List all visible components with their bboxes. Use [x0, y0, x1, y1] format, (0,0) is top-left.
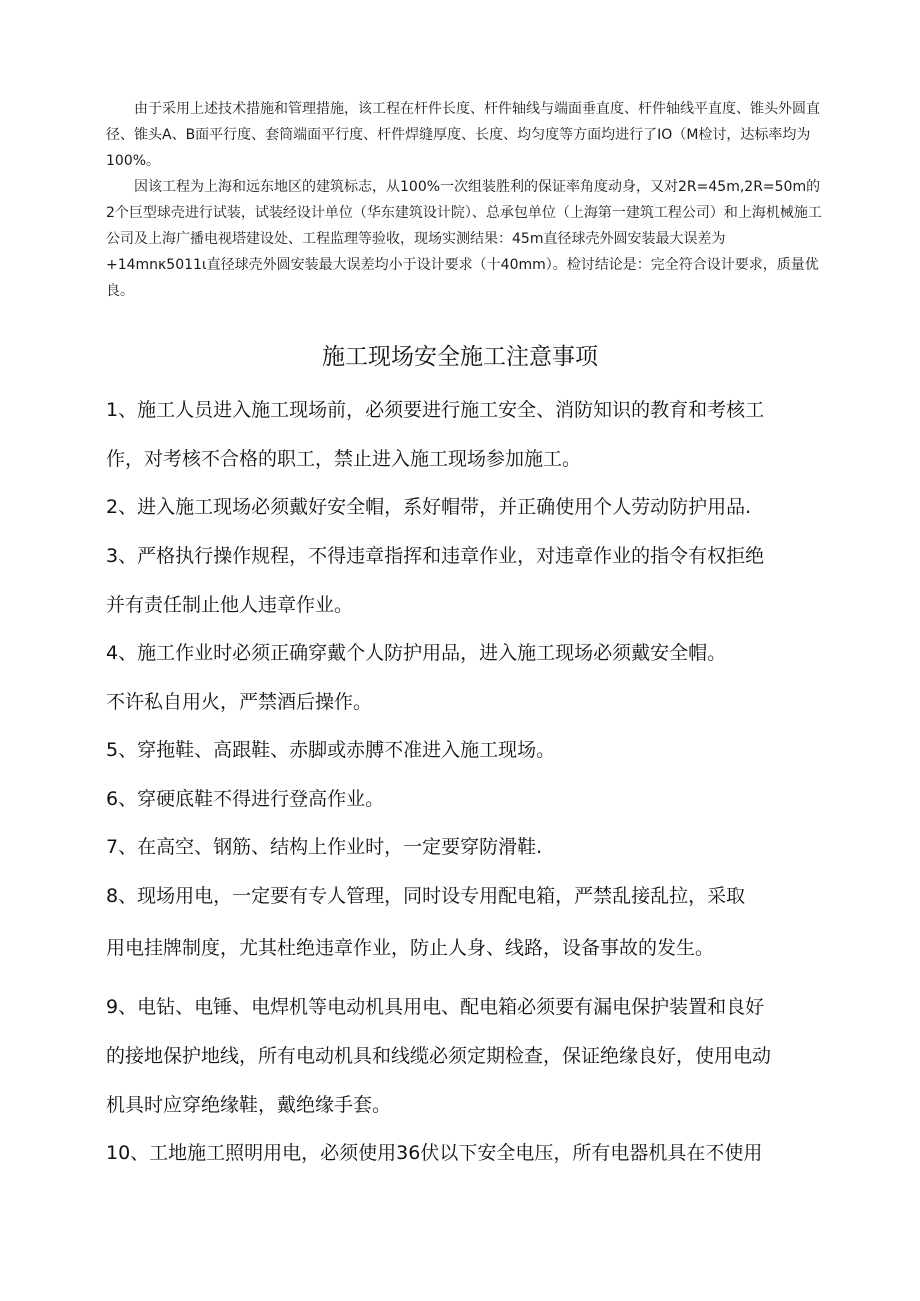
list-item: 7、在高空、钢筋、结构上作业时，一定要穿防滑鞋.	[106, 836, 543, 858]
list-item: 3、严格执行操作规程，不得违章指挥和违章作业，对违章作业的指令有权拒绝	[106, 545, 765, 567]
list-item: 不许私自用火，严禁酒后操作。	[106, 691, 373, 713]
intro-paragraph-1: 由于采用上述技术措施和管理措施，该工程在杆件长度、杆件轴线与端面垂直度、杆件轴线平直度、锥头外圆直径、锥头A、B面平行度、套筒端面平行度、杆件焊缝厚度、长度、均匀度等方面均进行了IO（M检讨，达标率均为100%。	[106, 101, 820, 169]
list-item: 4、施工作业时必须正确穿戴个人防护用品，进入施工现场必须戴安全帽。	[106, 642, 727, 664]
list-item: 并有责任制止他人违章作业。	[106, 594, 354, 616]
list-item: 8、现场用电，一定要有专人管理，同时设专用配电箱，严禁乱接乱拉，采取	[106, 885, 746, 907]
list-item: 9、电钻、电锤、电焊机等电动机具用电、配电箱必须要有漏电保护装置和良好	[106, 996, 765, 1018]
list-item: 作，对考核不合格的职工，禁止进入施工现场参加施工。	[106, 448, 582, 470]
intro-paragraph-2: 因该工程为上海和远东地区的建筑标志，从100%一次组装胜利的保证率角度动身，又对2R=45m,2R=50m的2个巨型球壳进行试装，试装经设计单位（华东建筑设计院）、总承包单位（上海第一建筑工程公司）和上海机械施工公司及上海广播电视塔建设处、工程监理等验收，现场实测结果：45m直径球壳外圆安装最大误差为+14mnκ5011ι直径球壳外圆安装最大误差均小于设计要求（十40mm）。检讨结论是：完全符合设计要求，质量优良。	[106, 179, 822, 299]
list-item: 用电挂牌制度，尤其杜绝违章作业，防止人身、线路，设备事故的发生。	[106, 937, 715, 959]
intro-text	[106, 96, 826, 304]
list-item: 1、施工人员进入施工现场前，必须要进行施工安全、消防知识的教育和考核工	[106, 399, 765, 421]
list-item: 机具时应穿绝缘鞋，戴绝缘手套。	[106, 1094, 392, 1116]
list-item: 10、工地施工照明用电，必须使用36伏以下安全电压，所有电器机具在不使用	[106, 1142, 763, 1164]
list-item: 5、穿拖鞋、高跟鞋、赤脚或赤膊不准进入施工现场。	[106, 739, 556, 761]
list-item: 的接地保护地线，所有电动机具和线缆必须定期检查，保证绝缘良好，使用电动	[106, 1045, 772, 1067]
list-item: 6、穿硬底鞋不得进行登高作业。	[106, 788, 385, 810]
list-item: 2、进入施工现场必须戴好安全帽，系好帽带，并正确使用个人劳动防护用品.	[106, 496, 752, 518]
page-title: 施工现场安全施工注意事项	[322, 344, 598, 370]
